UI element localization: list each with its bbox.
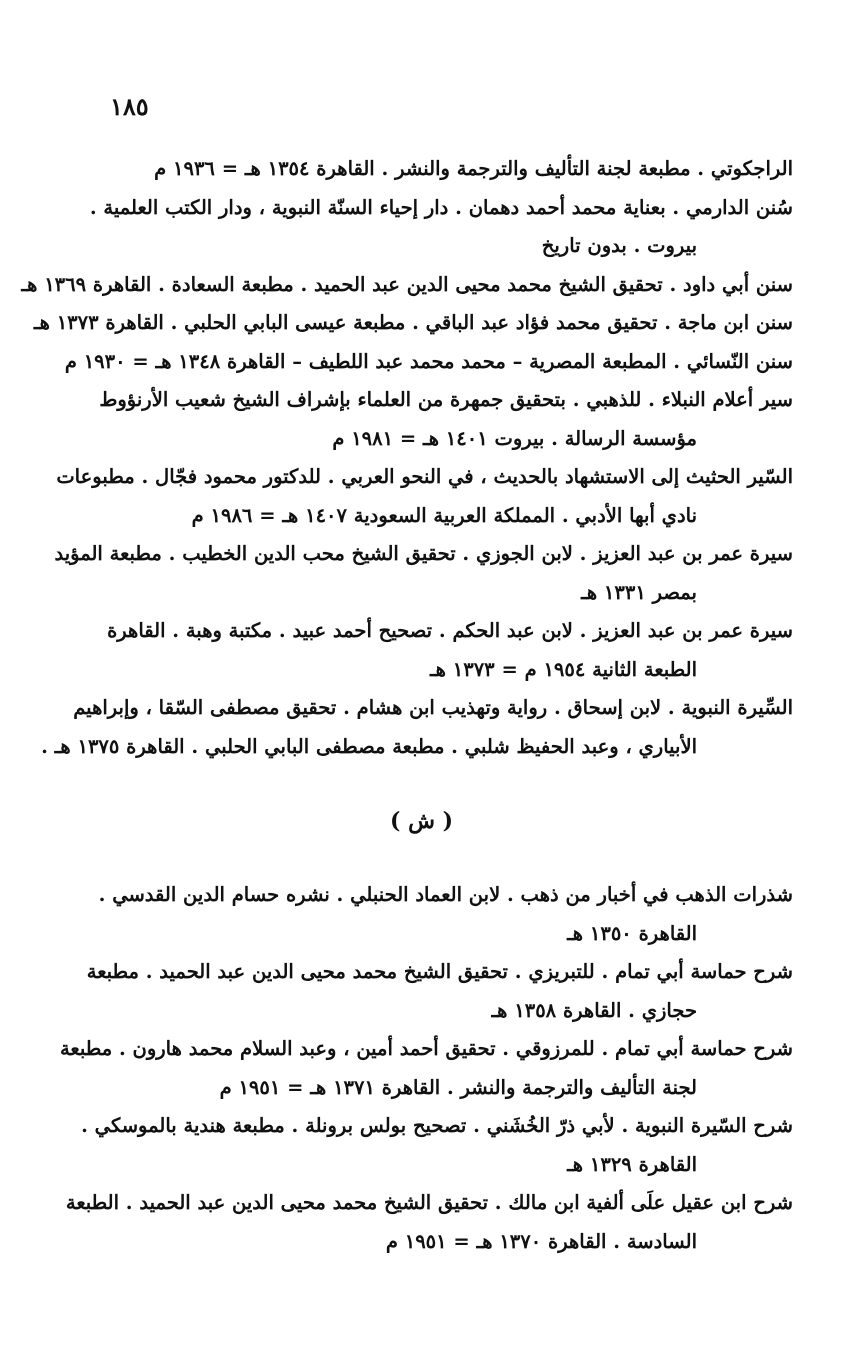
- entry-continuation-line: الأبياري ، وعبد الحفيظ شلبي . مطبعة مصطفى البابي الحلبي . القاهرة ١٣٧٥ هـ .: [41, 734, 697, 758]
- bibliography-entry: [89, 189, 793, 266]
- entry-continuation-line: نادي أبها الأدبي . المملكة العربية السعودية ١٤٠٧ هـ = ١٩٨٦ م: [191, 503, 697, 527]
- section-heading-sheen: ( ش ): [390, 808, 453, 834]
- bibliography-entry: [64, 343, 793, 382]
- entry-line: شرح حماسة أبي تمام . للتبريزي . تحقيق الشيخ محمد محيى الدين عبد الحميد . مطبعة: [86, 960, 793, 983]
- entry-line: سنن ابن ماجة . تحقيق محمد فؤاد عبد الباقي . مطبعة عيسى البابي الحلبي . القاهرة ١٣٧٣ هـ: [33, 311, 793, 334]
- bibliography-entry: [56, 458, 793, 535]
- bibliography-entry: [98, 150, 793, 189]
- bibliography-entry: [33, 304, 793, 343]
- entry-line: شرح ابن عقيل علَى ألفية ابن مالك . تحقيق الشيخ محمد محيى الدين عبد الحميد . الطبعة: [65, 1191, 793, 1214]
- bibliography-section-seen: [21, 150, 793, 766]
- entry-continuation-line: لجنة التأليف والترجمة والنشر . القاهرة ١٣٧١ هـ = ١٩٥١ م: [219, 1075, 697, 1099]
- entry-line: شرح حماسة أبي تمام . للمرزوقي . تحقيق أحمد أمين ، وعبد السلام محمد هارون . مطبعة: [59, 1037, 793, 1060]
- entry-line: سُنن الدارمي . بعناية محمد أحمد دهمان . دار إحياء السنّة النبوية ، ودار الكتب العلمية .: [89, 195, 793, 219]
- bibliography-entry: [65, 1184, 793, 1261]
- entry-line: سيرة عمر بن عبد العزيز . لابن الجوزي . تحقيق الشيخ محب الدين الخطيب . مطبعة المؤيد: [54, 542, 793, 565]
- bibliography-entry: [41, 689, 793, 766]
- bibliography-section-sheen: [59, 876, 793, 1261]
- bibliography-entry: [81, 1107, 793, 1184]
- entry-continuation-line: بيروت . بدون تاريخ: [541, 234, 697, 257]
- bibliography-entry: [98, 876, 793, 953]
- entry-line: سير أعلام النبلاء . للذهبي . بتحقيق جمهرة من العلماء بإشراف الشيخ شعيب الأرنؤوط: [99, 388, 793, 411]
- entry-line: الراجكوتي . مطبعة لجنة التأليف والترجمة والنشر . القاهرة ١٣٥٤ هـ = ١٩٣٦ م: [154, 157, 793, 180]
- entry-continuation-line: حجازي . القاهرة ١٣٥٨ هـ: [491, 998, 697, 1022]
- entry-continuation-line: الطبعة الثانية ١٩٥٤ م = ١٣٧٣ هـ: [429, 657, 697, 681]
- entry-line: شذرات الذهب في أخبار من ذهب . لابن العماد الحنبلي . نشره حسام الدين القدسي .: [98, 883, 793, 906]
- entry-continuation-line: مؤسسة الرسالة . بيروت ١٤٠١ هـ = ١٩٨١ م: [332, 426, 697, 450]
- entry-line: السِّيرة النبوية . لابن إسحاق . رواية وتهذيب ابن هشام . تحقيق مصطفى السّقا ، وإبراهيم: [73, 696, 793, 719]
- entry-line: سنن أبي داود . تحقيق الشيخ محمد محيى الدين عبد الحميد . مطبعة السعادة . القاهرة ١٣٦٩ هـ: [21, 272, 793, 296]
- bibliography-entry: [98, 612, 793, 689]
- entry-continuation-line: بمصر ١٣٣١ هـ: [581, 580, 697, 604]
- entry-continuation-line: القاهرة ١٣٢٩ هـ: [567, 1152, 697, 1176]
- entry-line: سنن النّسائي . المطبعة المصرية – محمد محمد عبد اللطيف – القاهرة ١٣٤٨ هـ = ١٩٣٠ م: [64, 349, 793, 373]
- entry-line: السّير الحثيث إلى الاستشهاد بالحديث ، في النحو العربي . للدكتور محمود فجّال . مطبوعات: [56, 465, 793, 488]
- bibliography-entry: [86, 953, 793, 1030]
- entry-line: شرح السّيرة النبوية . لأبي ذرّ الخُشَني . تصحيح بولس برونلة . مطبعة هندية بالموسكي .: [81, 1114, 793, 1137]
- entry-continuation-line: السادسة . القاهرة ١٣٧٠ هـ = ١٩٥١ م: [385, 1229, 697, 1253]
- bibliography-entry: [21, 266, 793, 305]
- bibliography-entry: [98, 381, 793, 458]
- entry-continuation-line: القاهرة ١٣٥٠ هـ: [567, 921, 697, 945]
- page-number: ١٨٥: [110, 92, 149, 121]
- bibliography-entry: [54, 535, 793, 612]
- entry-line: سيرة عمر بن عبد العزيز . لابن عبد الحكم . تصحيح أحمد عبيد . مكتبة وهبة . القاهرة: [107, 619, 793, 642]
- bibliography-entry: [59, 1030, 793, 1107]
